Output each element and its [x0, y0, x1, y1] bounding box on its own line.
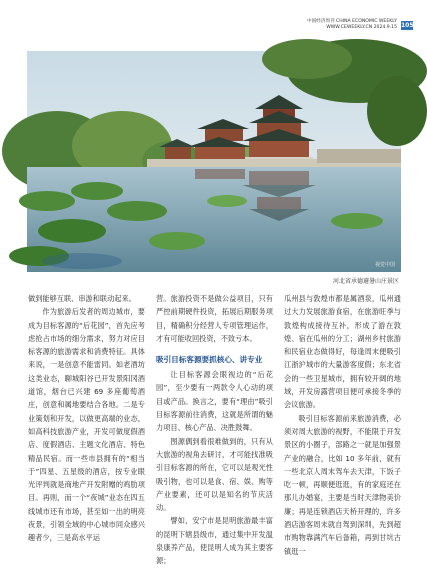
- masthead: [307, 19, 397, 32]
- section-heading: 吸引目标客源要抓核心、讲专业: [156, 355, 263, 365]
- text-column-2: [156, 292, 273, 566]
- article-photo: [27, 51, 401, 272]
- paragraph: 譬如，安宁市是昆明旅游最丰富的昆明下辖县级市，通过集中开发温泉康养产品，使昆明人成为其主要客源；: [156, 516, 273, 566]
- paragraph: 图源偶到看很难做到的，只有从大旅游的视角去研讨，才可能找准吸引目标客源的所在，它可以是观光性吸引物，也可以是食、宿、娱、购等产业要素，还可以是知名的节庆活动。: [156, 436, 273, 513]
- paragraph: 做到能够互联、串游和联动起来。: [28, 294, 136, 303]
- page-header: [307, 12, 413, 38]
- photo-caption: 河北省承德避暑山庄景区: [332, 278, 399, 285]
- paragraph: 让目标客源会眼视边的“后花园”，至少要有一两款令人心动的项目或产品。换言之，要有“理由”吸引目标客源前往消费，这就是所谓的魅力项目、核心产品、决胜鼓舞。: [156, 370, 273, 433]
- page-number: 105: [401, 21, 414, 29]
- paragraph: 营。旅游投资不是做公益项目，只有严控前期硬件投资，拓展后期服务项目，精确积分经营人专项管理运作，才有可能收回投资，不致亏本。: [156, 294, 273, 343]
- text-column-3: [284, 292, 401, 556]
- text-column-1: [28, 292, 145, 552]
- masthead-title: 中国经济周刊 CHINA ECONOMIC WEEKLY: [307, 18, 397, 24]
- photo-watermark: 视觉中国: [374, 262, 395, 268]
- paragraph: 瓜州县与敦煌市都是属酒泉，瓜州通过大力发展旅游食宿，在旅游旺季与敦煌构成接待互补，形成了游在敦煌、宿在瓜州的分工；湖州乡村旅游和民宿业态做得好，每逢周末便吸引江浙沪城市的大量游客度假；东北省会的一些卫星城市，拥有较开阔的地域，开发房露营项目便可承接冬季的会议旅游。: [284, 294, 401, 410]
- masthead-url-date: WWW.CEWEEKLY.CN 2024.9.15: [326, 25, 397, 30]
- paragraph: 作为旅游后发者的周边城市，要成为目标客源的“后花园”，首先应考虑抢占市场的细分需求，努力对应目标客源的旅游需求和消费特征。具体来说，一是创意不能雷同。如老酒坊这类业态，聊城阳谷已开发景阳冈酒道馆，烟台已兴建 69 多座葡萄酒庄，创意和属地要结合各地。二是专业策划和开发，以做更高端的业态，如高科技旅游产业，开发可做度假酒店、度假酒店、主题文化酒店、特色精品民宿。而一些市县拥有的“相当于”四星、五星级的酒店，按专业眼光评判就是商地产开发附赠的鸡肋项目。再则，而一个“夜城”业态在四五线城市还有市场，甚至如一出的明亮夜景，引领全域的中心城市同众感兴趣者少，三是高水平运: [28, 307, 145, 543]
- paragraph: 吸引目标客源前来旅游消费，必须对周大旅游的视野，不能限于开发景区的小圈子，部路之一就是加强景产业的融合，比如 10 多年前，就有一些北京人周末驾车去天津，下饭子吃一顿，再顺便逛逛，有的家庭还在那儿办婚宴，主要是当时天津物美价廉；再是连锁酒店天桥开理的，许多酒店游客周末就自驾到深圳，先到超市购物靠满汽车后备箱，再到甘坑古镇逛一: [284, 413, 401, 556]
- pavilion-lake-illustration: [27, 51, 401, 272]
